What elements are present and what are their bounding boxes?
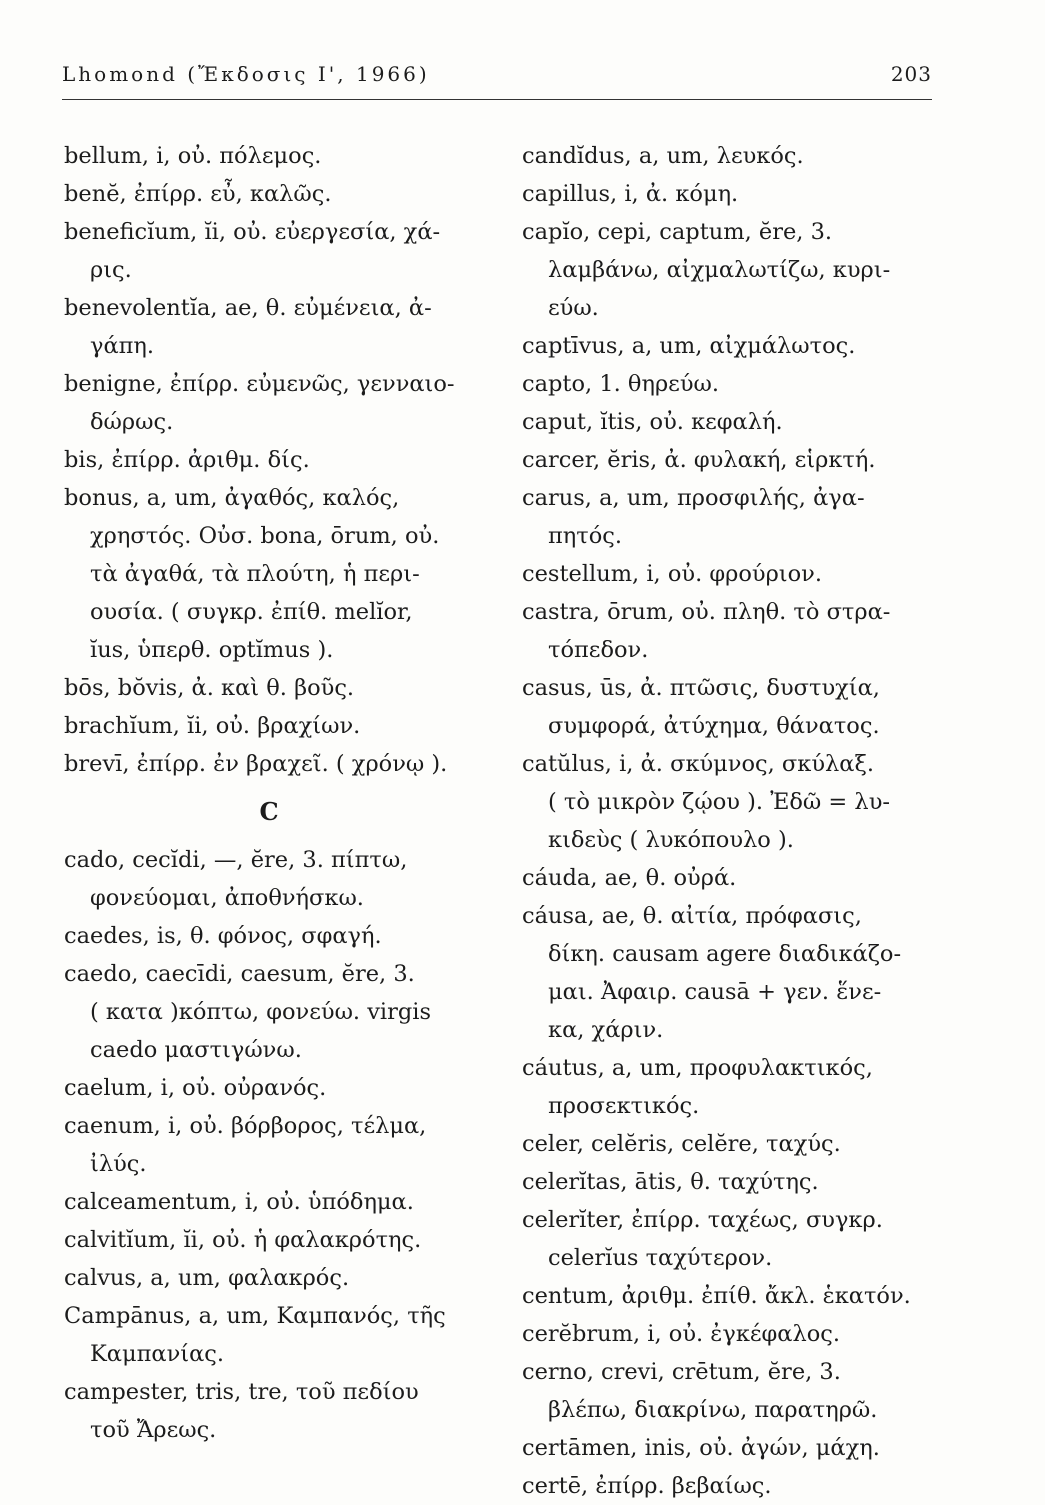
entry-line: cáutus, a, um, προφυλακτικός, bbox=[522, 1055, 873, 1081]
entry-continuation-line: φονεύομαι, ἀποθνήσκω. bbox=[90, 885, 364, 911]
entry-line: certāmen, inis, οὐ. ἀγών, μάχη. bbox=[522, 1435, 880, 1461]
entry-line: certē, ἐπίρρ. βεβαίως. bbox=[522, 1473, 772, 1499]
entry-continuation-line: βλέπω, διακρίνω, παρατηρῶ. bbox=[548, 1397, 878, 1423]
entry-continuation-line: πητός. bbox=[548, 523, 623, 549]
entry-continuation-line: κιδεὺς ( λυκόπουλο ). bbox=[548, 827, 794, 853]
entry-line: castra, ōrum, οὐ. πληθ. τὸ στρα- bbox=[522, 599, 891, 625]
page-number: 203 bbox=[890, 62, 932, 86]
entry-line: bōs, bŏvis, ἀ. καὶ θ. βοῦς. bbox=[64, 675, 355, 701]
entry-line: casus, ūs, ἀ. πτῶσις, δυστυχία, bbox=[522, 675, 880, 701]
entry-line: capĭo, cepi, captum, ĕre, 3. bbox=[522, 219, 833, 245]
entry-continuation-line: τὰ ἀγαθά, τὰ πλούτη, ἡ περι- bbox=[90, 561, 420, 587]
entry-line: cestellum, i, οὐ. φρούριον. bbox=[522, 561, 823, 587]
entry-continuation-line: λαμβάνω, αἰχμαλωτίζω, κυρι- bbox=[548, 257, 891, 283]
entry-line: benevolentĭa, ae, θ. εὐμένεια, ἀ- bbox=[64, 295, 432, 321]
header-rule bbox=[62, 99, 932, 100]
running-title: Lhomond (Ἔκδοσις Ι', 1966) bbox=[62, 62, 430, 86]
entry-line: capillus, i, ἀ. κόμη. bbox=[522, 181, 739, 207]
entry-continuation-line: εύω. bbox=[548, 295, 599, 321]
entry-line: carcer, ĕris, ἀ. φυλακή, εἱρκτή. bbox=[522, 447, 876, 473]
entry-line: caenum, i, οὐ. βόρβορος, τέλμα, bbox=[64, 1113, 427, 1139]
entry-line: beneficĭum, ĭi, οὐ. εὐεργεσία, χά- bbox=[64, 219, 441, 245]
entry-line: carus, a, um, προσφιλής, ἀγα- bbox=[522, 485, 865, 511]
entry-continuation-line: προσεκτικός. bbox=[548, 1093, 700, 1119]
section-letter: C bbox=[259, 797, 279, 826]
entry-continuation-line: δίκη. causam agere διαδικάζο- bbox=[548, 941, 902, 967]
entry-continuation-line: μαι. Ἀφαιρ. causā + γεν. ἕνε- bbox=[548, 979, 882, 1005]
entry-line: calceamentum, i, οὐ. ὑπόδημα. bbox=[64, 1189, 414, 1215]
entry-continuation-line: ἰλύς. bbox=[90, 1151, 147, 1177]
entry-line: cado, cecĭdi, —, ĕre, 3. πίπτω, bbox=[64, 847, 408, 873]
entry-line: cerno, crevi, crētum, ĕre, 3. bbox=[522, 1359, 841, 1385]
entry-line: cáuda, ae, θ. οὐρά. bbox=[522, 865, 737, 891]
entry-line: calvitĭum, ĭi, οὐ. ἡ φαλακρότης. bbox=[64, 1227, 422, 1253]
entry-continuation-line: celerĭus ταχύτερον. bbox=[548, 1245, 773, 1271]
entry-line: candĭdus, a, um, λευκός. bbox=[522, 143, 804, 169]
entry-line: bis, ἐπίρρ. ἀριθμ. δίς. bbox=[64, 447, 310, 473]
entry-continuation-line: δώρως. bbox=[90, 409, 174, 435]
entry-line: calvus, a, um, φαλακρός. bbox=[64, 1265, 350, 1291]
entry-continuation-line: κα, χάριν. bbox=[548, 1017, 664, 1043]
entry-continuation-line: χρηστός. Οὐσ. bona, ōrum, οὐ. bbox=[90, 523, 440, 549]
entries-c-continued bbox=[522, 137, 952, 1505]
entry-line: bonus, a, um, ἀγαθός, καλός, bbox=[64, 485, 400, 511]
entries-b bbox=[64, 137, 494, 783]
entry-line: brachĭum, ĭi, οὐ. βραχίων. bbox=[64, 713, 361, 739]
entry-line: benigne, ἐπίρρ. εὐμενῶς, γενναιο- bbox=[64, 371, 455, 397]
entry-continuation-line: ρις. bbox=[90, 257, 132, 283]
entry-continuation-line: ( κατα )κόπτω, φονεύω. virgis bbox=[90, 999, 432, 1025]
entry-line: campester, tris, tre, τοῦ πεδίου bbox=[64, 1379, 419, 1405]
entry-continuation-line: ουσία. ( συγκρ. ἐπίθ. melĭor, bbox=[90, 599, 413, 625]
entry-line: celerĭtas, ātis, θ. ταχύτης. bbox=[522, 1169, 819, 1195]
entry-line: caedes, is, θ. φόνος, σφαγή. bbox=[64, 923, 382, 949]
entry-line: caelum, i, οὐ. οὐρανός. bbox=[64, 1075, 327, 1101]
entry-line: celerĭter, ἐπίρρ. ταχέως, συγκρ. bbox=[522, 1207, 883, 1233]
entry-continuation-line: ( τὸ μικρὸν ζῴου ). Ἐδῶ = λυ- bbox=[548, 789, 890, 815]
right-column bbox=[522, 137, 952, 1505]
entry-continuation-line: συμφορά, ἀτύχημα, θάνατος. bbox=[548, 713, 880, 739]
entry-line: catŭlus, i, ἀ. σκύμνος, σκύλαξ. bbox=[522, 751, 875, 777]
running-header bbox=[62, 58, 932, 98]
entry-line: centum, ἀριθμ. ἐπίθ. ἄκλ. ἑκατόν. bbox=[522, 1283, 911, 1309]
entry-continuation-line: τοῦ Ἄρεως. bbox=[90, 1417, 217, 1443]
entry-continuation-line: τόπεδον. bbox=[548, 637, 649, 663]
entry-line: benĕ, ἐπίρρ. εὖ, καλῶς. bbox=[64, 181, 332, 207]
entry-line: caput, ĭtis, οὐ. κεφαλή. bbox=[522, 409, 783, 435]
entries-c bbox=[64, 841, 494, 1449]
entry-line: cerĕbrum, i, οὐ. ἐγκέφαλος. bbox=[522, 1321, 841, 1347]
entry-line: bellum, i, οὐ. πόλεμος. bbox=[64, 143, 322, 169]
entry-line: capto, 1. θηρεύω. bbox=[522, 371, 720, 397]
entry-continuation-line: Καμπανίας. bbox=[90, 1341, 225, 1367]
entry-line: caedo, caecīdi, caesum, ĕre, 3. bbox=[64, 961, 415, 987]
entry-continuation-line: ĭus, ὑπερθ. optĭmus ). bbox=[90, 637, 334, 663]
left-column bbox=[64, 137, 494, 1449]
entry-line: captīvus, a, um, αἰχμάλωτος. bbox=[522, 333, 856, 359]
entry-continuation-line: caedo μαστιγώνω. bbox=[90, 1037, 302, 1063]
entry-line: brevī, ἐπίρρ. ἐν βραχεῖ. ( χρόνῳ ). bbox=[64, 751, 448, 777]
entry-line: celer, celĕris, celĕre, ταχύς. bbox=[522, 1131, 841, 1157]
entry-continuation-line: γάπη. bbox=[90, 333, 155, 359]
entry-line: Campānus, a, um, Καμπανός, τῆς bbox=[64, 1303, 446, 1329]
entry-line: cáusa, ae, θ. αἰτία, πρόφασις, bbox=[522, 903, 862, 929]
